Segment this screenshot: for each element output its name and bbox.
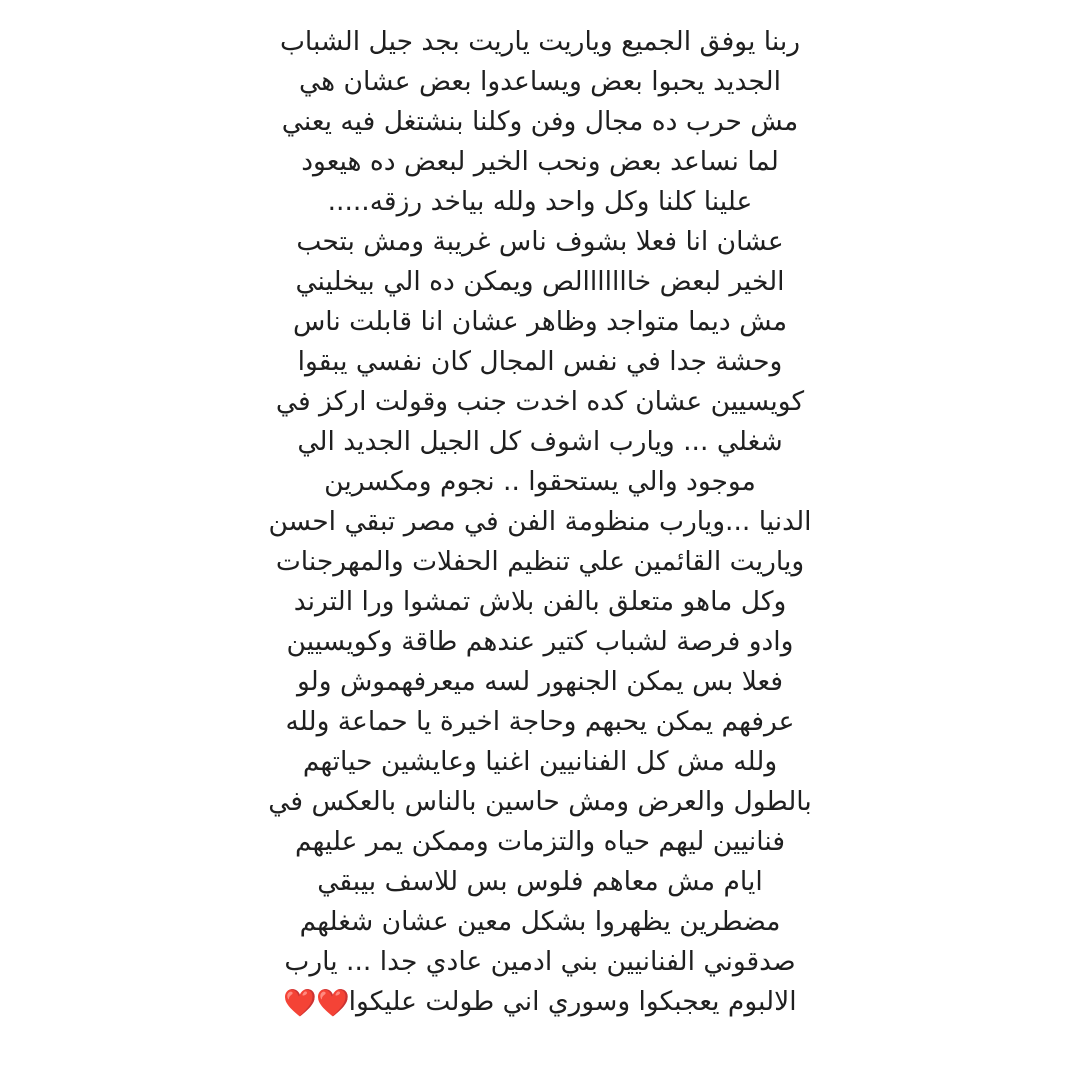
text-line: ولله مش كل الفنانيين اغنيا وعايشين حياتهم bbox=[302, 746, 778, 777]
text-line: فعلا بس يمكن الجنهور لسه ميعرفهموش ولو bbox=[296, 666, 784, 697]
text-line: كويسيين عشان كده اخدت جنب وقولت اركز في bbox=[275, 386, 805, 417]
text-line: لما نساعد بعض ونحب الخير لبعض ده هيعود bbox=[301, 146, 779, 177]
text-line: ايام مش معاهم فلوس بس للاسف بيبقي bbox=[317, 866, 763, 897]
text-line: مش حرب ده مجال وفن وكلنا بنشتغل فيه يعني bbox=[281, 106, 799, 137]
text-line: ربنا يوفق الجميع وياريت ياريت بجد جيل الشباب bbox=[279, 26, 801, 57]
text-line: وياريت القائمين علي تنظيم الحفلات والمهرجنات bbox=[275, 546, 805, 577]
text-line: الخير لبعض خااااااالص ويمكن ده الي بيخليني bbox=[295, 266, 785, 297]
text-line: فنانيين ليهم حياه والتزمات وممكن يمر عليهم bbox=[294, 826, 786, 857]
text-line: وكل ماهو متعلق بالفن بلاش تمشوا ورا الترند bbox=[293, 586, 787, 617]
text-line: عرفهم يمكن يحبهم وحاجة اخيرة يا حماعة ولله bbox=[285, 706, 795, 737]
text-line: بالطول والعرض ومش حاسين بالناس بالعكس في bbox=[268, 786, 812, 817]
text-line: موجود والي يستحقوا .. نجوم ومكسرين bbox=[324, 466, 756, 497]
red-heart-icon: ❤️❤️ bbox=[283, 988, 349, 1019]
text-line: الجديد يحبوا بعض ويساعدوا بعض عشان هي bbox=[299, 66, 781, 97]
text-line: شغلي ... ويارب اشوف كل الجيل الجديد الي bbox=[297, 426, 783, 457]
text-line: وحشة جدا في نفس المجال كان نفسي يبقوا bbox=[297, 346, 783, 377]
post-text-body bbox=[232, 22, 848, 1022]
text-line: مضطرين يظهروا بشكل معين عشان شغلهم bbox=[299, 906, 781, 937]
text-line-final bbox=[232, 982, 848, 1022]
final-line-text: الالبوم يعجبكوا وسوري اني طولت عليكوا bbox=[348, 986, 797, 1017]
text-line: علينا كلنا وكل واحد ولله بياخد رزقه..... bbox=[327, 186, 753, 217]
text-line: عشان انا فعلا بشوف ناس غريبة ومش بتحب bbox=[296, 226, 784, 257]
text-line: صدقوني الفنانيين بني ادمين عادي جدا ... يارب bbox=[284, 946, 796, 977]
text-line: وادو فرصة لشباب كتير عندهم طاقة وكويسيين bbox=[286, 626, 794, 657]
text-line: الدنيا ...ويارب منظومة الفن في مصر تبقي احسن bbox=[268, 506, 812, 537]
text-line: مش ديما متواجد وظاهر عشان انا قابلت ناس bbox=[292, 306, 788, 337]
